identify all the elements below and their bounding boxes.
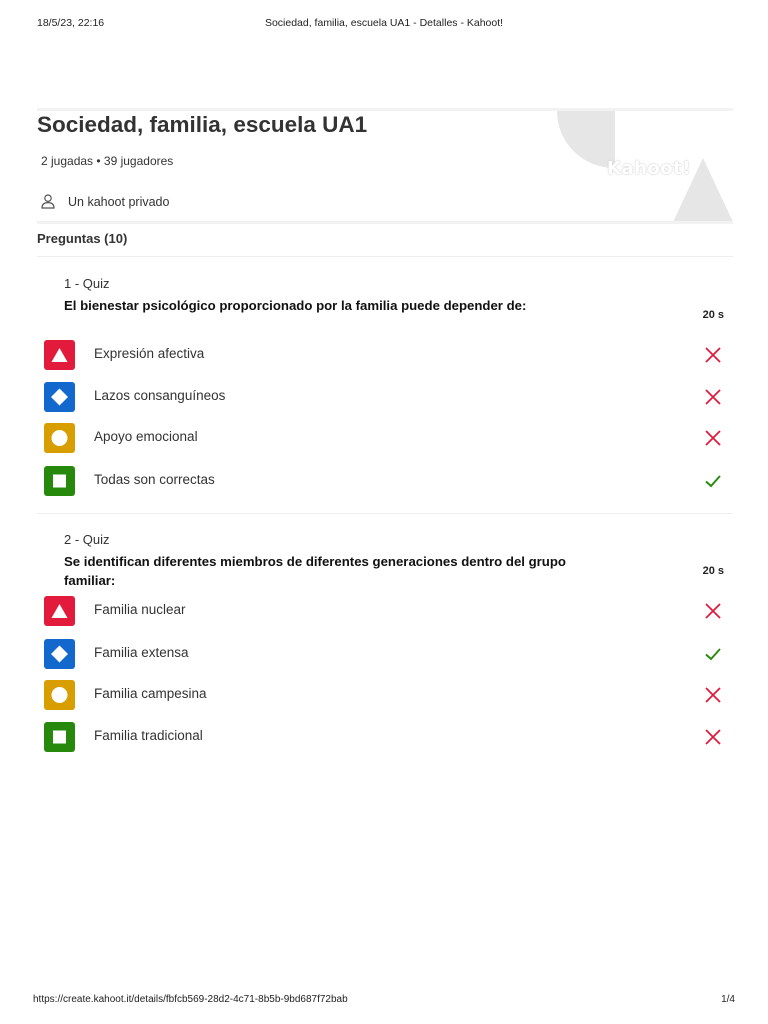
triangle-icon — [44, 596, 75, 626]
diamond-icon — [44, 382, 75, 412]
answer-row — [44, 596, 734, 626]
print-url: https://create.kahoot.it/details/fbfcb569-28d2-4c71-8b5b-9bd687f72bab — [33, 994, 348, 1005]
answer-label: Familia campesina — [94, 686, 207, 701]
answer-shape — [44, 680, 75, 710]
question-time-limit: 20 s — [702, 309, 724, 321]
questions-header: Preguntas (10) — [37, 231, 128, 246]
print-page-title: Sociedad, familia, escuela UA1 - Detalles - Kahoot! — [264, 17, 504, 29]
answer-row — [44, 340, 734, 370]
answer-shape — [44, 722, 75, 752]
question-divider — [37, 513, 733, 514]
answer-label: Familia nuclear — [94, 602, 186, 617]
hero-bottom-divider — [37, 221, 733, 224]
square-icon — [44, 722, 75, 752]
question-text: El bienestar psicológico proporcionado por la familia puede depender de: — [64, 298, 527, 313]
correct-check-icon — [703, 644, 723, 664]
answer-shape — [44, 596, 75, 626]
kahoot-title: Sociedad, familia, escuela UA1 — [37, 112, 368, 137]
answer-row — [44, 639, 734, 669]
answer-shape — [44, 382, 75, 412]
circle-icon — [44, 423, 75, 453]
kahoot-visibility: Un kahoot privado — [68, 195, 170, 209]
answer-shape — [44, 466, 75, 496]
answer-label: Lazos consanguíneos — [94, 388, 226, 403]
incorrect-x-icon — [703, 727, 723, 747]
answer-row — [44, 466, 734, 496]
incorrect-x-icon — [703, 685, 723, 705]
correct-check-icon — [703, 471, 723, 491]
answer-label: Expresión afectiva — [94, 346, 205, 361]
incorrect-x-icon — [703, 387, 723, 407]
section-divider — [37, 256, 733, 257]
question-text: Se identifican diferentes miembros de diferentes generaciones dentro del grupo familiar: — [64, 554, 566, 588]
answer-row — [44, 423, 734, 453]
circle-icon — [44, 680, 75, 710]
question-type: 1 - Quiz — [64, 276, 110, 291]
incorrect-x-icon — [703, 601, 723, 621]
question-time-limit: 20 s — [702, 565, 724, 577]
answer-label: Todas son correctas — [94, 472, 215, 487]
question-type: 2 - Quiz — [64, 532, 110, 547]
triangle-icon — [44, 340, 75, 370]
print-footer — [0, 994, 768, 1008]
answer-label: Familia extensa — [94, 645, 189, 660]
print-header — [0, 17, 768, 31]
kahoot-stats: 2 jugadas • 39 jugadores — [41, 154, 174, 168]
hero-decoration — [557, 108, 733, 224]
diamond-icon — [44, 639, 75, 669]
answer-shape — [44, 340, 75, 370]
answer-row — [44, 382, 734, 412]
answer-row — [44, 680, 734, 710]
kahoot-logo: Kahoot! — [607, 158, 691, 179]
answer-label: Familia tradicional — [94, 728, 203, 743]
square-icon — [44, 466, 75, 496]
user-icon — [41, 194, 55, 209]
answer-label: Apoyo emocional — [94, 429, 198, 444]
answer-shape — [44, 639, 75, 669]
incorrect-x-icon — [703, 428, 723, 448]
answer-shape — [44, 423, 75, 453]
incorrect-x-icon — [703, 345, 723, 365]
print-date: 18/5/23, 22:16 — [37, 17, 105, 29]
print-page-number: 1/4 — [721, 994, 735, 1005]
answer-row — [44, 722, 734, 752]
